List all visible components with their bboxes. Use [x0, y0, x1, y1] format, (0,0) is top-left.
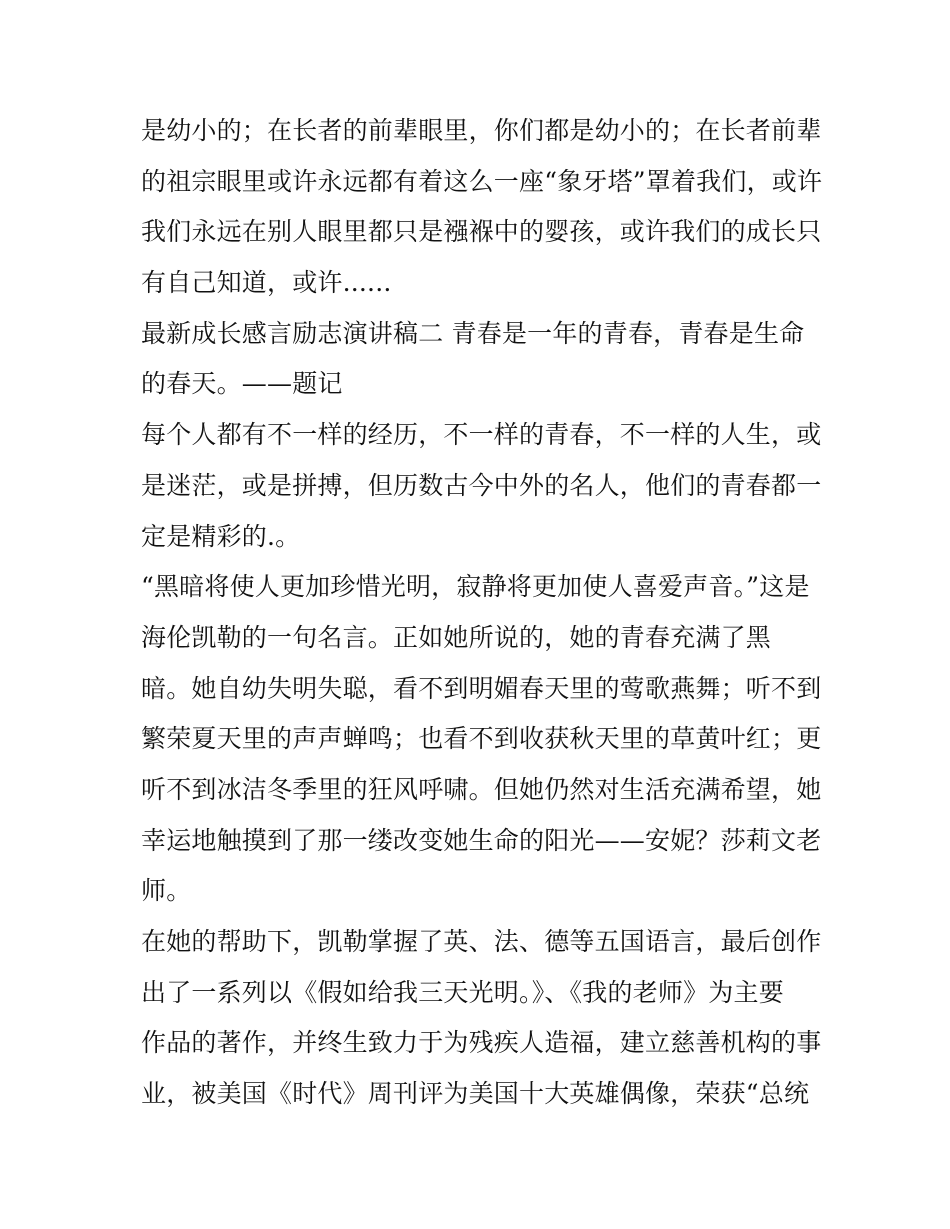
text-line: 在她的帮助下，凯勒掌握了英、法、德等五国语言，最后创作 [141, 927, 822, 956]
text-line: 是幼小的；在长者的前辈眼里，你们都是幼小的；在长者前辈 [141, 116, 822, 145]
text-line: 海伦凯勒的一句名言。正如她所说的，她的青春充满了黑 [141, 622, 772, 652]
text-line: 师。 [141, 876, 192, 906]
text-line: 听不到冰洁冬季里的狂风呼啸。但她仍然对生活充满希望，她 [141, 774, 822, 804]
text-line: 每个人都有不一样的经历，不一样的青春，不一样的人生，或 [141, 420, 822, 450]
text-line: 的祖宗眼里或许永远都有着这么一座“象牙塔”罩着我们，或许 [141, 166, 823, 196]
text-line: 出了一系列以《假如给我三天光明。》、《我的老师》为主要 [141, 977, 784, 1007]
text-line: 是迷茫，或是拼搏，但历数古今中外的名人，他们的青春都一 [141, 470, 822, 500]
text-line: 业，被美国《时代》周刊评为美国十大英雄偶像，荣获“总统 [141, 1079, 810, 1109]
text-line: 繁荣夏天里的声声蝉鸣；也看不到收获秋天里的草黄叶红；更 [141, 724, 822, 754]
text-line: 暗。她自幼失明失聪，看不到明媚春天里的莺歌燕舞；听不到 [141, 673, 822, 703]
text-line: 我们永远在别人眼里都只是襁褓中的婴孩，或许我们的成长只 [141, 217, 822, 247]
text-line: 有自己知道，或许...... [141, 268, 392, 298]
document-body [141, 106, 823, 1120]
text-line: 幸运地触摸到了那一缕改变她生命的阳光——安妮？莎莉文老 [141, 825, 822, 855]
text-line: 作品的著作，并终生致力于为残疾人造福，建立慈善机构的事 [141, 1028, 822, 1058]
text-line: “黑暗将使人更加珍惜光明，寂静将更加使人喜爱声音。”这是 [141, 572, 810, 602]
text-line: 的春天。——题记 [141, 369, 343, 399]
text-line: 定是精彩的.。 [141, 521, 301, 551]
text-line: 最新成长感言励志演讲稿二 青春是一年的青春，青春是生命 [141, 318, 805, 348]
